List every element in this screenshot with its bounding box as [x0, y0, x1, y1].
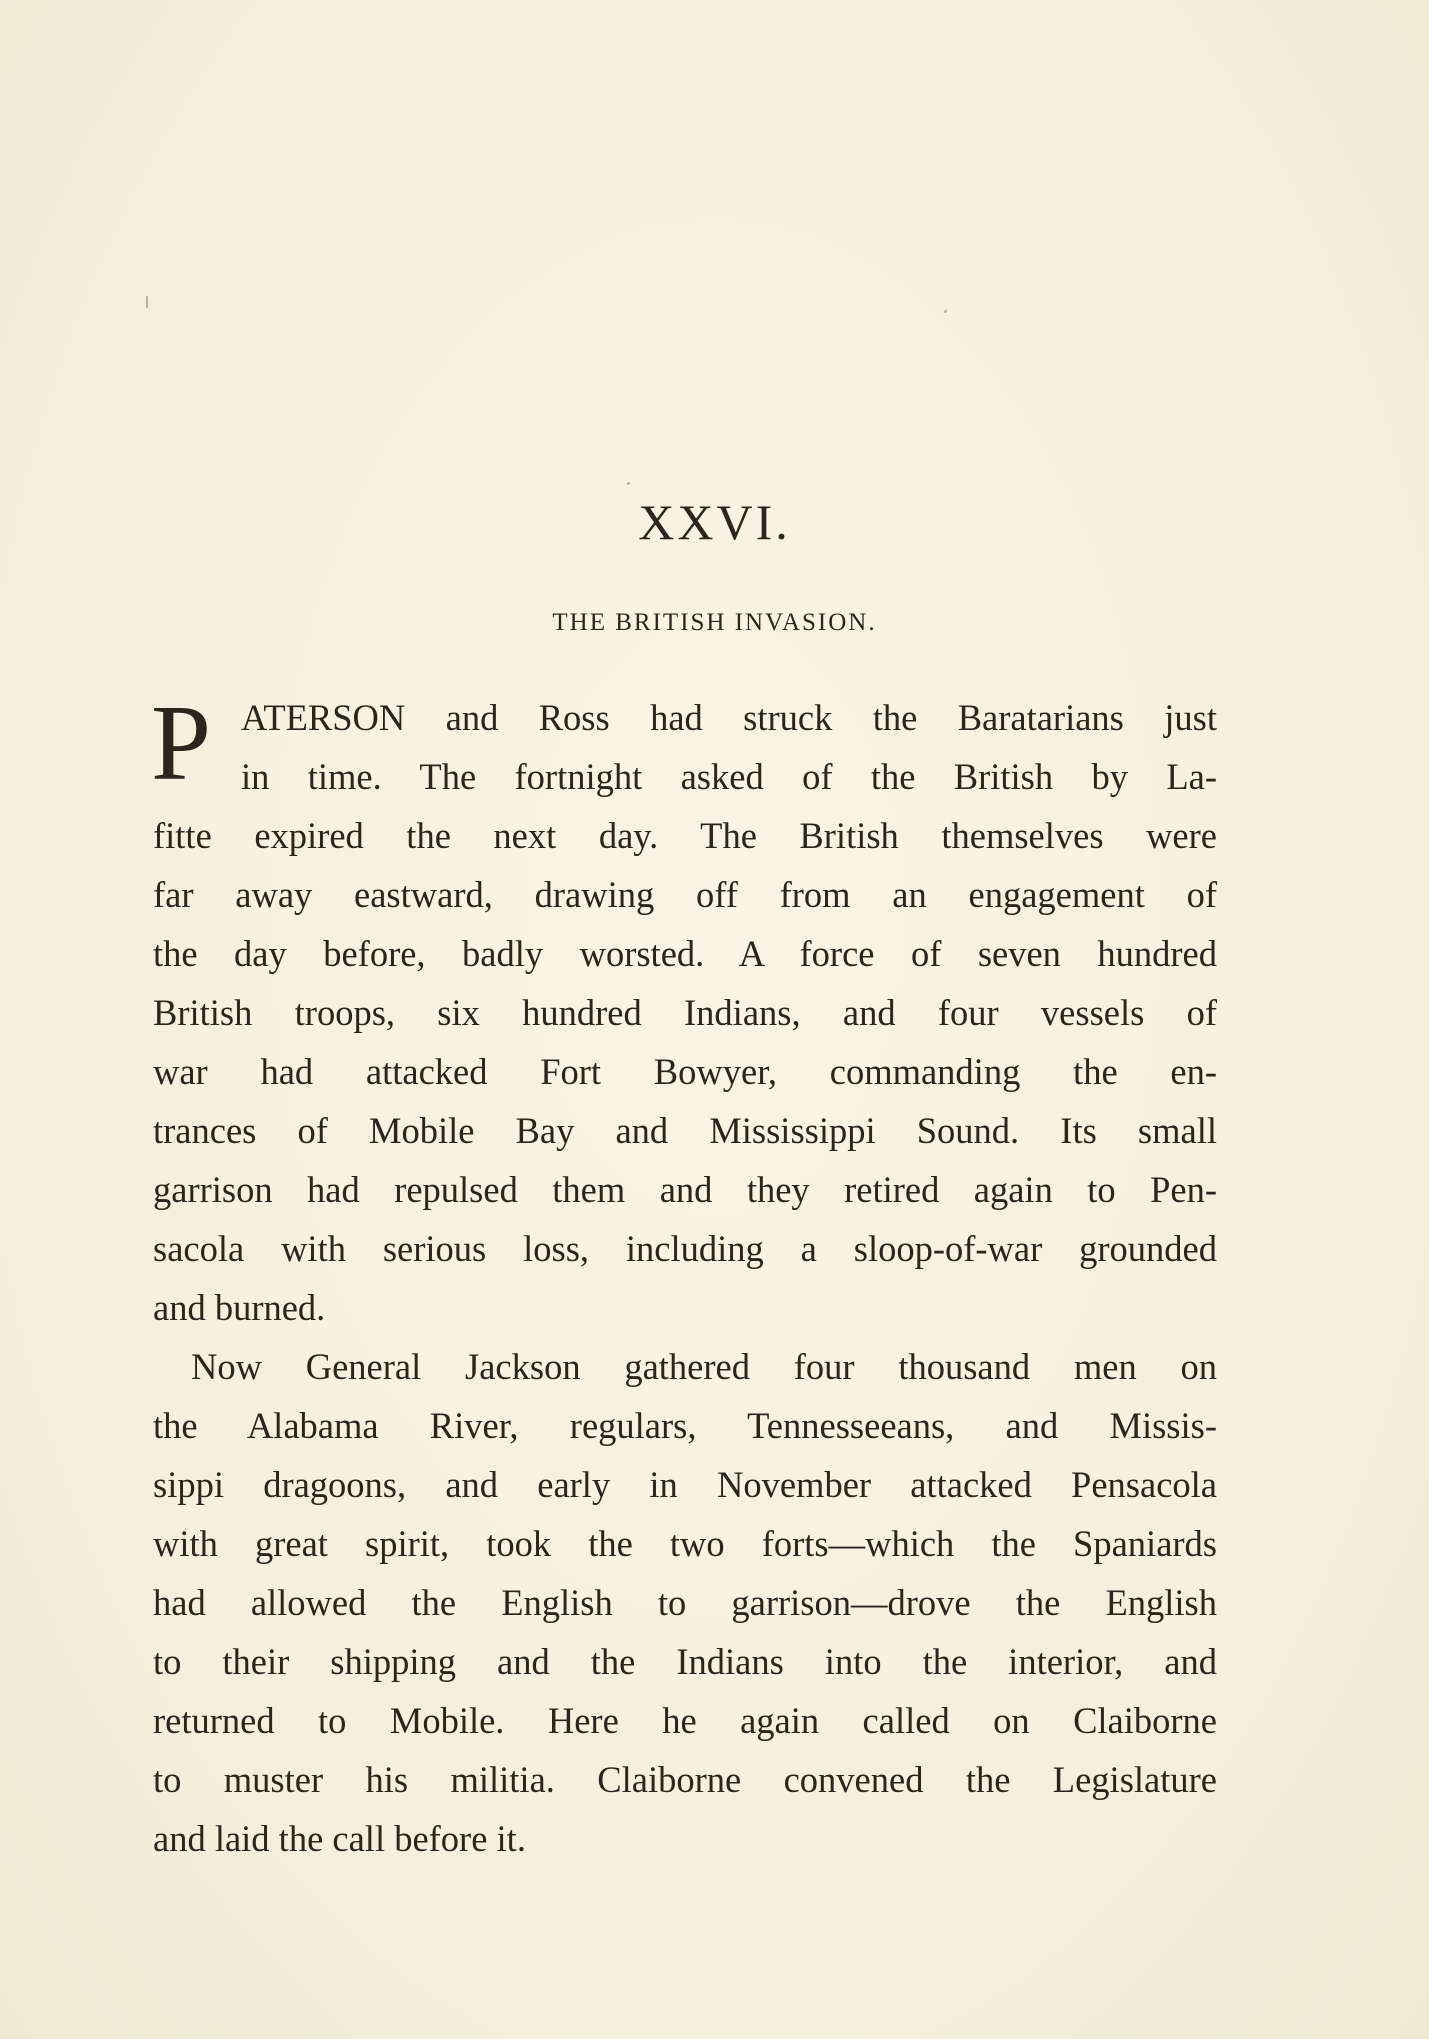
paper-speck	[627, 482, 630, 485]
chapter-title: THE BRITISH INVASION.	[552, 609, 877, 636]
chapter-body	[151, 684, 1217, 1868]
text-line: Now General Jackson gathered four thousand men on	[191, 1346, 1217, 1387]
text-line: fitte expired the next day. The British themselves were	[153, 815, 1217, 856]
drop-cap: P	[151, 684, 212, 803]
text-line: garrison had repulsed them and they retired again to Pen-	[153, 1169, 1217, 1210]
text-line: returned to Mobile. Here he again called on Claiborne	[153, 1700, 1217, 1741]
text-line: British troops, six hundred Indians, and four vessels of	[153, 992, 1217, 1033]
text-line: ATERSON and Ross had struck the Baratarians just	[241, 697, 1217, 738]
text-line: in time. The fortnight asked of the British by La-	[241, 756, 1217, 797]
text-line: to their shipping and the Indians into the interior, and	[153, 1641, 1217, 1682]
chapter-number: XXVI.	[638, 494, 791, 550]
text-line: trances of Mobile Bay and Mississippi Sound. Its small	[153, 1110, 1217, 1151]
text-line: and burned.	[153, 1287, 326, 1328]
paper-speck	[146, 296, 148, 308]
text-line: the day before, badly worsted. A force of seven hundred	[153, 933, 1217, 974]
text-line: and laid the call before it.	[153, 1818, 526, 1859]
text-line: with great spirit, took the two forts—which the Spaniards	[153, 1523, 1217, 1564]
text-line: the Alabama River, regulars, Tennesseeans, and Missis-	[153, 1405, 1217, 1446]
text-line: war had attacked Fort Bowyer, commanding the en-	[153, 1051, 1217, 1092]
text-line: sippi dragoons, and early in November attacked Pensacola	[153, 1464, 1217, 1505]
text-line: to muster his militia. Claiborne convened the Legislature	[153, 1759, 1217, 1800]
text-line: had allowed the English to garrison—drove the English	[153, 1582, 1217, 1623]
text-line: sacola with serious loss, including a sloop-of-war grounded	[153, 1228, 1217, 1269]
paper-speck	[944, 310, 947, 313]
text-line: far away eastward, drawing off from an engagement of	[153, 874, 1217, 915]
